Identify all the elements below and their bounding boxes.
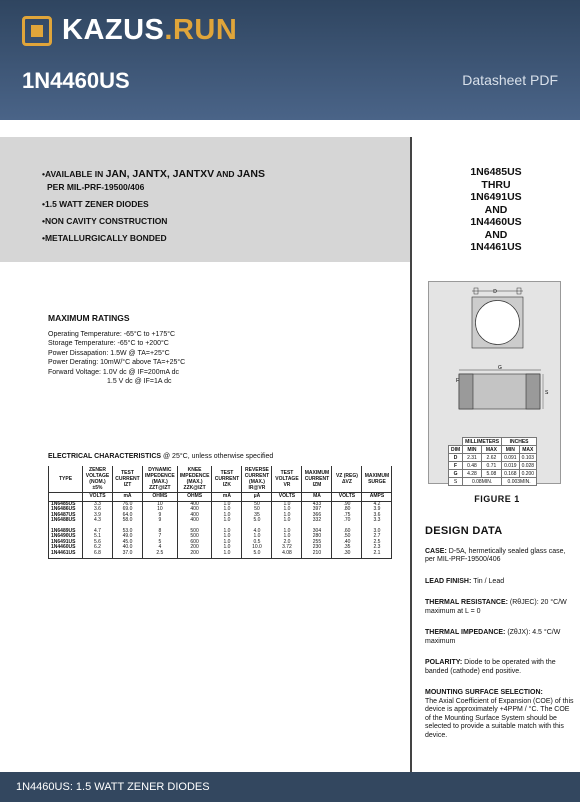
column-header: TEST VOLTAGE VR: [272, 466, 302, 493]
column-header: ZENER VOLTAGE (NOM.) ±5%: [83, 466, 113, 493]
feature-item: PER MIL-PRF-19500/406: [47, 182, 145, 192]
dim-row: [449, 470, 537, 478]
table-bottom-border: [49, 556, 392, 558]
table-cell: 5.6: [83, 540, 113, 546]
dim-cell: 0.028: [519, 462, 537, 470]
table-cell: AMPS: [362, 493, 392, 502]
table-cell: 5.0: [242, 518, 272, 524]
dim-cell: 0.103: [519, 454, 537, 462]
table-cell: 1N6491US: [49, 540, 83, 546]
table-cell: 1.0: [212, 518, 242, 524]
table-cell: 4.2: [362, 501, 392, 507]
table-cell: 50: [242, 501, 272, 507]
dim-group-header: INCHES: [502, 438, 537, 446]
footer-bar: [0, 772, 580, 802]
dim-row: [449, 454, 537, 462]
table-cell: 3.6: [83, 507, 113, 513]
dim-cell: 0.091: [502, 454, 520, 462]
table-cell: 304: [302, 529, 332, 535]
table-cell: 5: [143, 540, 178, 546]
design-item: MOUNTING SURFACE SELECTION: The Axial Coefficient of Expansion (COE) of this device is approximately +4PPM / °C. The COE of the Mounting Surface System should be selected to provide a suitable match with this device.: [425, 689, 574, 739]
electrical-table: [48, 466, 392, 559]
feature-item: •NON CAVITY CONSTRUCTION: [42, 216, 168, 226]
column-header: DYNAMIC IMPEDENCE (MAX.) ZZT@IZT: [143, 466, 178, 493]
column-header: REVERSE CURRENT (MAX.) IR@VR: [242, 466, 272, 493]
table-cell: 1N4460US: [49, 545, 83, 551]
column-header: TEST CURRENT IZK: [212, 466, 242, 493]
table-cell: 500: [177, 534, 212, 540]
dim-row: [449, 478, 537, 486]
column-header: MAXIMUM CURRENT IZM: [302, 466, 332, 493]
table-cell: 10.0: [242, 545, 272, 551]
table-cell: .50: [332, 534, 362, 540]
feature-item: •METALLURGICALLY BONDED: [42, 233, 167, 243]
feature-list: [42, 166, 265, 247]
design-item: THERMAL IMPEDANCE: (ZθJX): 4.5 °C/W maximum: [425, 629, 561, 645]
dim-s-label: S: [545, 390, 549, 396]
table-cell: 58.0: [113, 518, 143, 524]
table-cell: MA: [302, 493, 332, 502]
rating-line: Power Dissapation: 1.5W @ TA=+25°C: [48, 349, 170, 357]
table-cell: 35: [242, 513, 272, 519]
table-cell: 8: [143, 529, 178, 535]
table-cell: 280: [302, 534, 332, 540]
dim-cell: S: [449, 478, 463, 486]
table-cell: 1.0: [212, 545, 242, 551]
dim-column-header: MAX: [481, 446, 501, 454]
table-cell: 2.5: [143, 551, 178, 557]
table-cell: mA: [113, 493, 143, 502]
dim-column-header: MIN: [502, 446, 520, 454]
table-cell: 1.0: [212, 551, 242, 557]
table-cell: 3.0: [362, 529, 392, 535]
dim-cell: 5.08: [481, 470, 501, 478]
dim-g-label: G: [498, 365, 502, 371]
table-cell: 1.0: [212, 540, 242, 546]
part-list-item: 1N6485US: [470, 166, 522, 178]
table-cell: 4.0: [242, 529, 272, 535]
right-column: [410, 137, 580, 772]
electrical-title: ELECTRICAL CHARACTERISTICS @ 25°C, unless otherwise specified: [48, 453, 274, 460]
dim-cell: 4.28: [463, 470, 482, 478]
dim-cell: F: [449, 462, 463, 470]
part-list-item: 1N6491US: [470, 191, 522, 203]
table-cell: OHMS: [177, 493, 212, 502]
table-cell: 400: [177, 507, 212, 513]
footer-text: 1N4460US: 1.5 WATT ZENER DIODES: [16, 781, 210, 793]
table-cell: 4.7: [83, 529, 113, 535]
column-header: MAXIMUM SURGE: [362, 466, 392, 493]
table-cell: 0.5: [242, 540, 272, 546]
dim-column-header: DIM: [449, 446, 463, 454]
table-cell: 500: [177, 529, 212, 535]
table-cell: .80: [332, 507, 362, 513]
table-cell: [49, 493, 83, 502]
design-data: [425, 527, 575, 753]
table-cell: 1.0: [212, 507, 242, 513]
table-cell: 2.5: [362, 540, 392, 546]
table-cell: VOLTS: [83, 493, 113, 502]
logo-text: KAZUS.RUN: [62, 14, 238, 46]
table-cell: µA: [242, 493, 272, 502]
table-cell: 1.0: [212, 534, 242, 540]
table-cell: .70: [332, 518, 362, 524]
table-cell: 7: [143, 534, 178, 540]
section-title: DESIGN DATA: [425, 525, 503, 537]
table-cell: 1N6486US: [49, 507, 83, 513]
column-header: VZ (REG) ΔVZ: [332, 466, 362, 493]
units-row: [49, 493, 392, 502]
figure-1: [428, 281, 561, 484]
table-cell: 1.0: [212, 501, 242, 507]
table-cell: 3.3: [362, 518, 392, 524]
table-cell: mA: [212, 493, 242, 502]
table-cell: 3.9: [362, 507, 392, 513]
dim-cell: 0.168: [502, 470, 520, 478]
table-cell: 64.0: [113, 513, 143, 519]
dim-row: [449, 462, 537, 470]
dim-d-label: D: [493, 289, 497, 295]
dim-cell: 0.003MIN.: [502, 478, 537, 486]
table-cell: .90: [332, 501, 362, 507]
table-cell: 1N6490US: [49, 534, 83, 540]
figure-caption: FIGURE 1: [474, 494, 520, 504]
dim-cell: 2.62: [481, 454, 501, 462]
table-cell: 1N6488US: [49, 518, 83, 524]
chip-icon: [22, 16, 52, 46]
dim-f-label: F: [456, 378, 460, 384]
dim-cell: 0.08MIN.: [463, 478, 502, 486]
kazus-logo[interactable]: [22, 14, 237, 47]
table-cell: VOLTS: [332, 493, 362, 502]
column-header: TYPE: [49, 466, 83, 493]
table-cell: 10: [143, 507, 178, 513]
part-list-item: 1N4461US: [470, 241, 522, 253]
table-cell: 1.0: [242, 534, 272, 540]
table-cell: 2.1: [362, 551, 392, 557]
table-cell: OHMS: [143, 493, 178, 502]
table-cell: 9: [143, 518, 178, 524]
table-cell: 69.0: [113, 507, 143, 513]
table-cell: 366: [302, 513, 332, 519]
dim-cell: 0.019: [502, 462, 520, 470]
table-cell: 45.0: [113, 540, 143, 546]
dim-cell: G: [449, 470, 463, 478]
table-cell: 400: [177, 518, 212, 524]
rating-line: Forward Voltage: 1.0V dc @ IF=200mA dc: [48, 368, 180, 376]
table-cell: 1.0: [272, 501, 302, 507]
dimension-table: [448, 437, 537, 486]
table-cell: .40: [332, 540, 362, 546]
table-cell: 3.3: [83, 501, 113, 507]
dim-column-header: MIN: [463, 446, 482, 454]
table-cell: 400: [177, 513, 212, 519]
design-item: POLARITY: Diode to be operated with the banded (cathode) end positive.: [425, 659, 556, 675]
rating-line: 1.5 V dc @ IF=1A dc: [107, 378, 172, 385]
maximum-ratings: [48, 314, 185, 387]
table-cell: 1.0: [212, 529, 242, 535]
table-cell: 4: [143, 545, 178, 551]
rating-line: Operating Temperature: -65°C to +175°C: [48, 330, 176, 338]
table-cell: 1.0: [272, 513, 302, 519]
table-cell: 76.0: [113, 501, 143, 507]
part-list-item: THRU: [481, 178, 511, 191]
table-cell: 600: [177, 540, 212, 546]
dim-cell: 0.71: [481, 462, 501, 470]
table-cell: 1N6489US: [49, 529, 83, 535]
part-list-item: AND: [484, 203, 508, 216]
table-cell: 5.1: [83, 534, 113, 540]
table-cell: .75: [332, 513, 362, 519]
dim-group-header: MILLIMETERS: [463, 438, 502, 446]
design-item: LEAD FINISH: Tin / Lead: [425, 577, 505, 585]
feature-item: •1.5 WATT ZENER DIODES: [42, 199, 149, 209]
dim-cell: 0.48: [463, 462, 482, 470]
table-cell: 255: [302, 540, 332, 546]
design-item: CASE: D-5A, hermetically sealed glass case, per MIL-PRF-19500/406: [425, 547, 566, 563]
table-cell: 4.08: [272, 551, 302, 557]
table-cell: 1.0: [272, 518, 302, 524]
table-cell: 40.0: [113, 545, 143, 551]
dim-column-header: MAX: [519, 446, 537, 454]
table-cell: .35: [332, 545, 362, 551]
table-cell: 9: [143, 513, 178, 519]
table-cell: 1.0: [272, 529, 302, 535]
table-cell: 1N4461US: [49, 551, 83, 557]
datasheet-pdf-label[interactable]: Datasheet PDF: [462, 72, 558, 88]
feature-item: •AVAILABLE IN JAN, JANTX, JANTXV AND JANS: [42, 168, 265, 180]
table-cell: 6.8: [83, 551, 113, 557]
part-list-item: AND: [484, 228, 508, 241]
part-list: [412, 166, 580, 254]
table-cell: 4.3: [83, 518, 113, 524]
table-cell: 1N6487US: [49, 513, 83, 519]
diode-outline-drawing: [429, 282, 562, 432]
table-cell: 2.7: [362, 534, 392, 540]
site-header: [0, 0, 580, 120]
column-header: KNEE IMPEDENCE (MAX.) ZZK@IZT: [177, 466, 212, 493]
table-cell: .60: [332, 529, 362, 535]
table-cell: 3.6: [362, 513, 392, 519]
table-cell: 1N6485US: [49, 501, 83, 507]
rating-line: Storage Temperature: -65°C to +200°C: [48, 340, 169, 347]
section-title: MAXIMUM RATINGS: [48, 313, 130, 323]
table-cell: 210: [302, 551, 332, 557]
table-cell: 10: [143, 501, 178, 507]
table-cell: .30: [332, 551, 362, 557]
table-cell: 2.0: [272, 540, 302, 546]
table-cell: 6.2: [83, 545, 113, 551]
table-cell: 433: [302, 501, 332, 507]
table-cell: 53.0: [113, 529, 143, 535]
table-cell: 2.3: [362, 545, 392, 551]
table-cell: 1.0: [212, 513, 242, 519]
dim-cell: 2.31: [463, 454, 482, 462]
part-list-item: 1N4460US: [470, 216, 522, 228]
table-cell: 397: [302, 507, 332, 513]
page-title: 1N4460US: [22, 68, 130, 93]
table-cell: 50: [242, 507, 272, 513]
table-cell: VOLTS: [272, 493, 302, 502]
table-cell: 1.0: [272, 507, 302, 513]
design-item: THERMAL RESISTANCE: (RθJEC): 20 °C/W maximum at L = 0: [425, 599, 567, 615]
table-cell: 5.0: [242, 551, 272, 557]
table-cell: 49.0: [113, 534, 143, 540]
dim-cell: D: [449, 454, 463, 462]
table-cell: 230: [302, 545, 332, 551]
column-header: TEST CURRENT IZT: [113, 466, 143, 493]
table-cell: 3.72: [272, 545, 302, 551]
table-cell: 200: [177, 545, 212, 551]
dim-cell: 0.200: [519, 470, 537, 478]
table-cell: 3.9: [83, 513, 113, 519]
table-cell: 200: [177, 551, 212, 557]
table-cell: 332: [302, 518, 332, 524]
table-cell: 1.0: [272, 534, 302, 540]
table-cell: 37.0: [113, 551, 143, 557]
rating-line: Power Derating: 10mW/°C above TA=+25°C: [48, 359, 186, 366]
table-cell: 400: [177, 501, 212, 507]
